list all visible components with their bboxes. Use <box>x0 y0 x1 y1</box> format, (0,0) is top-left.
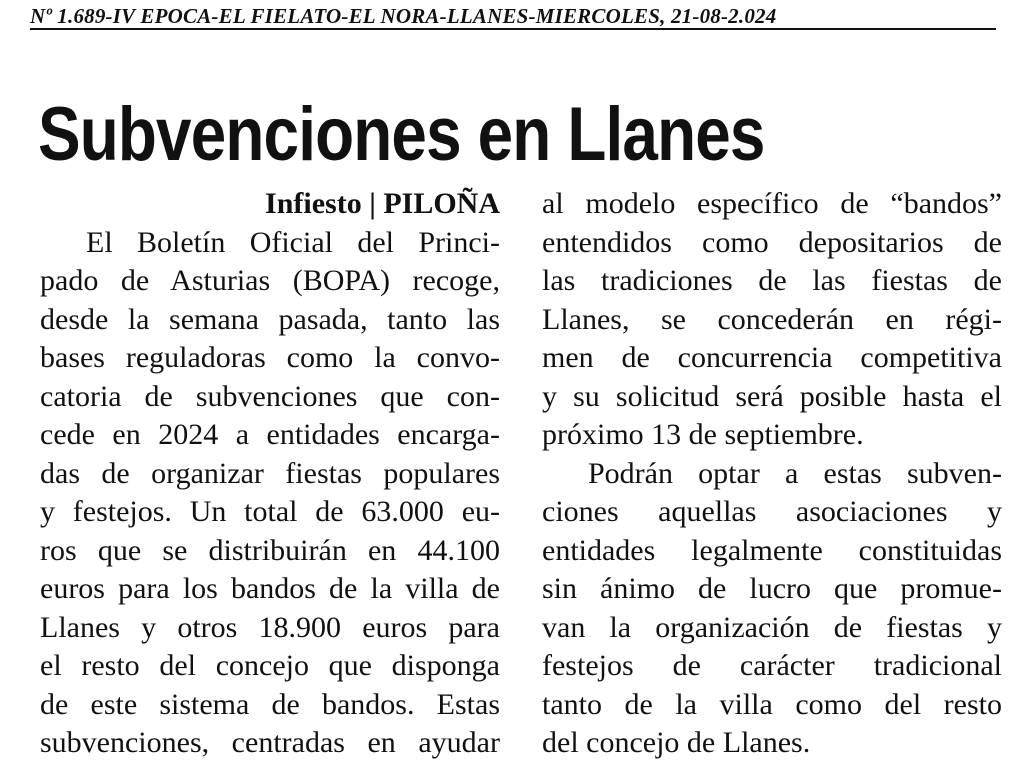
body-line: del concejo de Llanes. <box>542 726 811 759</box>
body-line: festejos de carácter tradicional <box>542 649 1002 682</box>
body-line: subvenciones, centradas en ayudar <box>40 726 500 759</box>
body-line: das de organizar fiestas populares <box>40 456 500 490</box>
body-line: y su solicitud será posible hasta el <box>542 379 1002 413</box>
body-line: tanto de la villa como del resto <box>542 687 1002 721</box>
body-line: ciones aquellas asociaciones y <box>542 495 1002 528</box>
body-line: al modelo específico de “bandos” <box>542 187 1002 220</box>
body-line: de este sistema de bandos. Estas <box>40 687 500 721</box>
body-line: men de concurrencia competitiva <box>542 341 1002 374</box>
body-line: y festejos. Un total de 63.000 eu- <box>40 495 500 528</box>
article-column-right <box>542 185 1002 763</box>
article-headline: Subvenciones en Llanes <box>38 92 765 177</box>
body-line: entendidos como depositarios de <box>542 225 1002 259</box>
article-byline: Infiesto | PILOÑA <box>265 187 500 220</box>
masthead-dateline: Nº 1.689-IV EPOCA-EL FIELATO-EL NORA-LLANES-MIERCOLES, 21-08-2.024 <box>30 4 996 30</box>
body-line: desde la semana pasada, tanto las <box>40 302 500 336</box>
body-line: euros para los bandos de la villa de <box>40 572 500 605</box>
body-line: ros que se distribuirán en 44.100 <box>40 533 500 567</box>
body-line: el resto del concejo que disponga <box>40 649 500 682</box>
article-column-left <box>40 185 500 763</box>
body-line: bases reguladoras como la convo- <box>40 341 500 374</box>
body-line: catoria de subvenciones que con- <box>40 379 500 413</box>
body-line: Podrán optar a estas subven- <box>588 456 1002 490</box>
body-line: cede en 2024 a entidades encarga- <box>40 418 500 451</box>
body-line: sin ánimo de lucro que promue- <box>542 572 1002 605</box>
body-line: Llanes y otros 18.900 euros para <box>40 610 500 644</box>
body-line: las tradiciones de las fiestas de <box>542 264 1002 297</box>
body-line: próximo 13 de septiembre. <box>542 418 864 451</box>
body-line: Llanes, se concederán en régi- <box>542 302 1002 336</box>
body-line: van la organización de fiestas y <box>542 610 1002 644</box>
body-line: El Boletín Oficial del Princi- <box>86 225 500 259</box>
body-line: entidades legalmente constituidas <box>542 533 1002 567</box>
body-line: pado de Asturias (BOPA) recoge, <box>40 264 500 297</box>
